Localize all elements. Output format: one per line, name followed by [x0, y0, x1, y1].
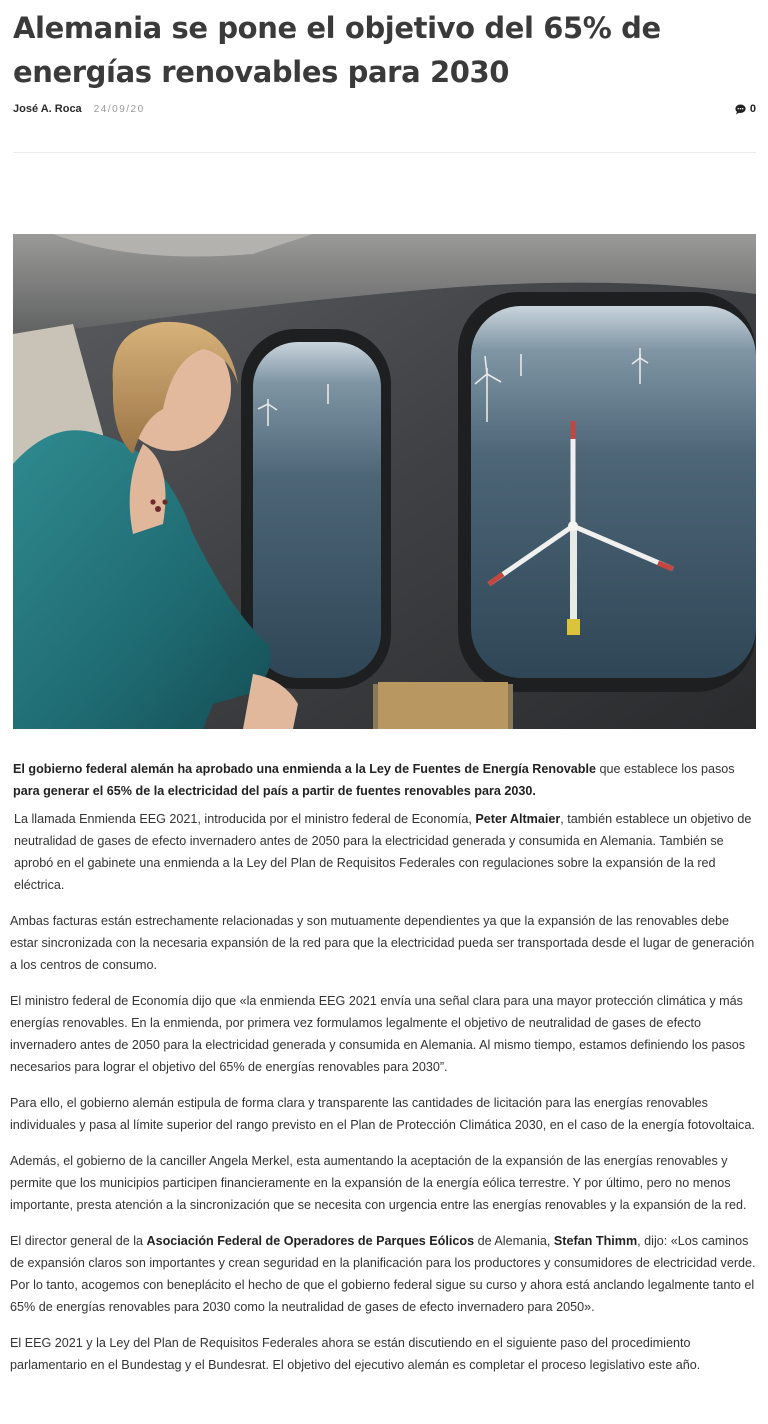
author-link[interactable]: José A. Roca	[13, 103, 82, 115]
header-divider	[13, 152, 756, 153]
paragraph-1	[13, 758, 758, 802]
paragraph-1-bold-2: para generar el 65% de la electricidad del país a partir de fuentes renovables para 2030.	[13, 784, 536, 798]
paragraph-2-text-1: La llamada Enmienda EEG 2021, introducida por el ministro federal de Economía,	[14, 812, 476, 826]
article-title: Alemania se pone el objetivo del 65% de energías renovables para 2030	[13, 11, 661, 89]
paragraph-1-bold-1: El gobierno federal alemán ha aprobado una enmienda a la Ley de Fuentes de Energía Renovable	[13, 762, 596, 776]
photo-helicopter-offshore-wind	[13, 234, 756, 729]
paragraph-4: El ministro federal de Economía dijo que «la enmienda EEG 2021 envía una señal clara para una mayor protección climática y más energías renovables. En la enmienda, por primera vez formulamos legalmente el objetivo de neutralidad de gases de efecto invernadero antes de 2050 para la electricidad generada y consumida en Alemania. Al mismo tiempo, estamos definiendo los pasos necesarios para lograr el objetivo del 65% de energías renovables para 2030”.	[10, 994, 746, 1074]
speech-bubble-icon	[735, 104, 746, 115]
article-hero-image	[13, 234, 756, 729]
publish-date: 24/09/20	[93, 104, 145, 115]
comments-link[interactable]	[735, 101, 756, 117]
paragraph-1-text-1: que establece los pasos	[595, 762, 735, 776]
article-body	[10, 758, 758, 1390]
comment-count: 0	[749, 103, 756, 115]
paragraph-7-bold-2: Stefan Thimm	[553, 1234, 638, 1248]
paragraph-3: Ambas facturas están estrechamente relacionadas y son mutuamente dependientes ya que la expansión de las renovables debe estar sincronizada con la necesaria expansión de la red para que la electricidad pueda ser transportada desde el lugar de generación a los centros de consumo.	[10, 914, 755, 972]
paragraph-6: Además, el gobierno de la canciller Angela Merkel, esta aumentando la aceptación de la expansión de las energías renovables y permite que los municipios participen financieramente en la expansión de la energía eólica terrestre. Y por último, pero no menos importante, presta atención a la sincronización que se necesita con urgencia entre las energías renovables y la expansión de la red.	[10, 1154, 747, 1212]
paragraph-2-bold-1: Peter Altmaier	[475, 812, 561, 826]
article-meta	[13, 101, 756, 117]
paragraph-7-bold-1: Asociación Federal de Operadores de Parques Eólicos	[146, 1234, 475, 1248]
paragraph-2	[13, 808, 758, 896]
paragraph-2-text-2: , también establece un objetivo de neutralidad de gases de efecto invernadero antes de 2050 para la electricidad generada y consumida en Alemania. También se aprobó en el gabinete una enmienda a la Ley del Plan de Requisitos Federales con regulaciones sobre la expansión de la red eléctrica.	[14, 812, 752, 892]
paragraph-7	[10, 1230, 758, 1318]
paragraph-7-text-1: El director general de la	[10, 1234, 147, 1248]
paragraph-7-text-2: de Alemania,	[474, 1234, 554, 1248]
paragraph-8: El EEG 2021 y la Ley del Plan de Requisitos Federales ahora se están discutiendo en el siguiente paso del procedimiento parlamentario en el Bundestag y el Bundesrat. El objetivo del ejecutivo alemán es completar el proceso legislativo este año.	[10, 1336, 701, 1372]
paragraph-5: Para ello, el gobierno alemán estipula de forma clara y transparente las cantidades de licitación para las energías renovables individuales y pasa al límite superior del rango previsto en el Plan de Protección Climática 2030, en el caso de la energía fotovoltaica.	[10, 1096, 755, 1132]
paragraph-7-text-3: , dijo: «Los caminos de expansión claros son importantes y crean seguridad en la planificación para los productores y consumidores de electricidad verde. Por lo tanto, acogemos con beneplácito el hecho de que el gobierno federal sigue su curso y ahora está anclando legalmente tanto el 65% de energías renovables para 2030 como la neutralidad de gases de efecto invernadero para 2050».	[10, 1234, 756, 1314]
